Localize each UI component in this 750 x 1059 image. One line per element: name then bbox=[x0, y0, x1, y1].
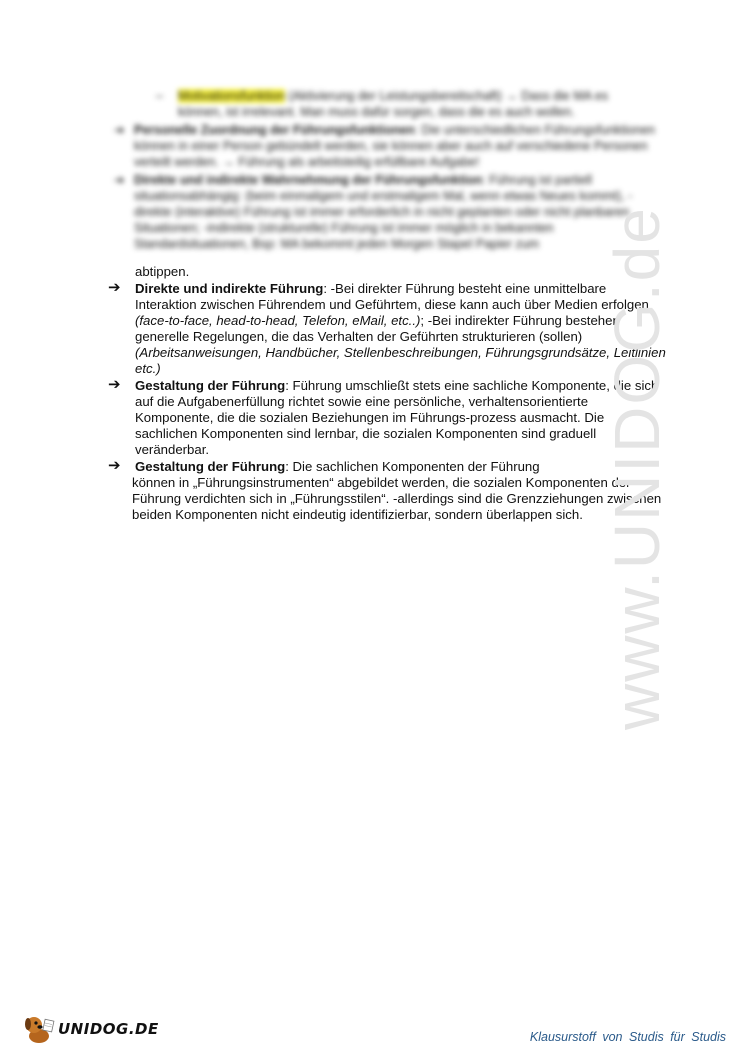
footer-slogan: Klausurstoff von Studis für Studis bbox=[529, 1030, 726, 1044]
arrow-right-icon: ➔ bbox=[108, 457, 121, 474]
continuation-text: abtippen. bbox=[135, 264, 190, 279]
unidog-logo[interactable] bbox=[22, 1012, 159, 1046]
list-item: ➔ Gestaltung der Führung: Führung umschließt stets eine sachliche Komponente, die sich auf die Aufgabenerfüllung richtet sowie eine persönliche, verhaltensorientierte Komponente, die die sozialen Beziehungen im Führungs-prozess ausmacht. Die sachlichen Komponenten sind lernbar, die sozialen Komponenten sind graduell veränderbar. bbox=[108, 376, 659, 457]
blurred-sub-item: – Motivationsfunktion (Aktivierung der Leistungsbereitschaft) → Dass die MA es können, ist irrelevant. Man muss dafür sorgen, dass die es auch wollen. bbox=[156, 89, 609, 119]
arrow-right-icon: ➔ bbox=[114, 173, 125, 187]
watermark: www.UNIDOG.de bbox=[601, 206, 673, 730]
arrow-right-icon: ➔ bbox=[108, 279, 121, 296]
item-title: Gestaltung der Führung bbox=[135, 459, 286, 474]
dog-logo-icon bbox=[22, 1012, 56, 1046]
list-item: ➔ Direkte und indirekte Führung: -Bei direkter Führung besteht eine unmittelbare Interaktion zwischen Führendem und Geführtem, diese kann auch über Medien erfolgen (face-to-face, head-to-head, Telefon, eMail, etc..); -Bei indirekter Führung bestehen generelle Regelungen, die das Verhalten der Geführten strukturieren (sollen) (Arbeitsanweisungen, Handbücher, Stellenbeschreibungen, Führungsgrundsätze, Leitlinien etc.) bbox=[108, 279, 666, 376]
blurred-item: ➔ Personelle Zuordnung der Führungsfunktionen: Die unterschiedlichen Führungsfunktionen können in einer Person gebündelt werden, sie können aber auch auf verschiedene Personen verteilt werden. → Führung als arbeitsteilig erfüllbare Aufgabe! bbox=[114, 123, 655, 169]
highlighted-term: Motivationsfunktion bbox=[178, 89, 286, 103]
list-item: ➔ Gestaltung der Führung: Die sachlichen Komponenten der Führung können in „Führungsinstrumenten“ abgebildet werden, die sozialen Komponenten der Führung verdichten sich in „Führungsstilen“. -allerdings sind die Grenzziehungen zwischen beiden Komponenten nicht eindeutig identifizierbar, sondern überlappen sich. bbox=[108, 457, 662, 522]
blurred-item: ➔ Direkte und indirekte Wahrnehmung der Führungsfunktion: Führung ist partiell situationsabhängig: (beim einmaligem und erstmaligem Mal, wenn etwas Neues kommt), -direkte (interaktive) Führung ist immer erforderlich in nicht geplanten oder nicht planbaren Situationen; -indirekte (strukturelle) Führung ist immer möglich in bekannten Standardsituationen, Bsp: MA bekommt jeden Morgen Stapel Papier zum bbox=[114, 173, 633, 251]
arrow-right-icon: ➔ bbox=[108, 376, 121, 393]
blurred-preview bbox=[108, 88, 668, 252]
item-title: Direkte und indirekte Führung bbox=[135, 281, 324, 296]
item-title: Gestaltung der Führung bbox=[135, 378, 286, 393]
dash-bullet: – bbox=[156, 89, 163, 103]
document-body bbox=[108, 264, 668, 523]
logo-text: UNIDOG.DE bbox=[58, 1020, 159, 1038]
arrow-right-icon: ➔ bbox=[114, 123, 125, 137]
